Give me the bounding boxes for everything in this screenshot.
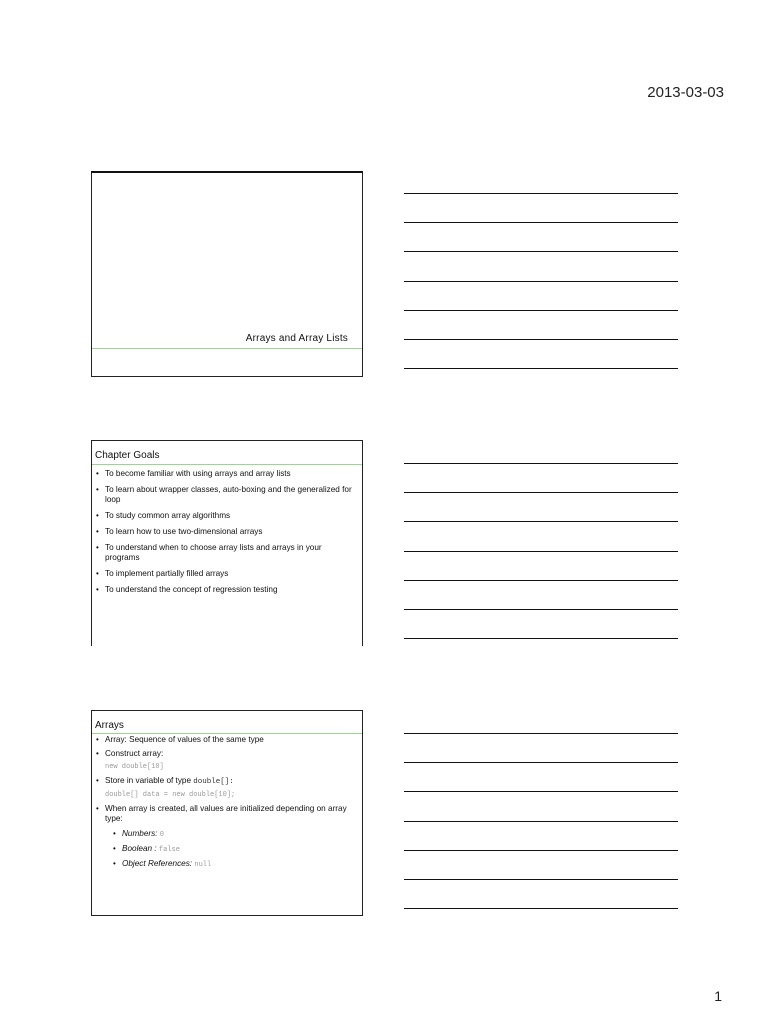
list-item [96, 749, 358, 772]
note-line [404, 762, 678, 763]
note-line [404, 222, 678, 223]
sub-label: Object References: [122, 859, 193, 868]
note-line [404, 733, 678, 734]
slide-title: Arrays and Array Lists [245, 333, 348, 344]
list-item: • To implement partially filled arrays [96, 569, 358, 579]
list-item [96, 776, 358, 800]
slide-title: Arrays [92, 711, 362, 734]
note-line [404, 492, 678, 493]
title-divider [92, 348, 362, 349]
note-line [404, 281, 678, 282]
bullet-text: Construct array: [105, 749, 164, 758]
sub-value: 0 [159, 831, 164, 839]
bullet-text: Store in variable of type [105, 776, 194, 785]
slide-thumbnail-2 [91, 440, 363, 646]
list-item: • To become familiar with using arrays and array lists [96, 469, 358, 479]
sub-bullet-list [105, 828, 358, 870]
note-line [404, 850, 678, 851]
list-item [96, 735, 358, 745]
note-line [404, 339, 678, 340]
list-item [96, 804, 358, 870]
note-line [404, 580, 678, 581]
sub-value: null [194, 861, 212, 869]
slide-thumbnail-3 [91, 710, 363, 916]
list-item: • To learn about wrapper classes, auto-boxing and the generalized for loop [96, 485, 358, 505]
page-date: 2013-03-03 [647, 84, 724, 101]
bullet-list [92, 734, 362, 870]
note-line [404, 908, 678, 909]
note-line [404, 551, 678, 552]
list-item: • To understand the concept of regression testing [96, 585, 358, 595]
sub-value: false [158, 846, 180, 854]
sub-label: Boolean : [122, 844, 157, 853]
note-line [404, 310, 678, 311]
note-line [404, 879, 678, 880]
slide-thumbnail-1 [91, 171, 363, 377]
list-item [113, 844, 358, 855]
note-line [404, 821, 678, 822]
sub-label: Numbers: [122, 829, 158, 838]
note-line [404, 251, 678, 252]
note-line [404, 791, 678, 792]
note-line [404, 521, 678, 522]
code-snippet: double[] data = new double[10]; [105, 791, 236, 799]
note-line [404, 609, 678, 610]
bullet-text: When array is created, all values are initialized depending on array type: [105, 804, 347, 823]
list-item [113, 829, 358, 840]
list-item [113, 859, 358, 870]
list-item: • To understand when to choose array lists and arrays in your programs [96, 543, 358, 563]
note-line [404, 193, 678, 194]
type-name: double[]: [193, 778, 234, 786]
slide-title: Chapter Goals [92, 441, 362, 465]
list-item: • To study common array algorithms [96, 511, 358, 521]
bullet-list [92, 465, 362, 595]
note-line [404, 638, 678, 639]
list-item: • To learn how to use two-dimensional arrays [96, 527, 358, 537]
page-number: 1 [714, 988, 722, 1004]
code-snippet: new double[10] [105, 763, 164, 771]
note-line [404, 463, 678, 464]
bullet-text: Array: Sequence of values of the same type [105, 735, 264, 744]
note-line [404, 368, 678, 369]
